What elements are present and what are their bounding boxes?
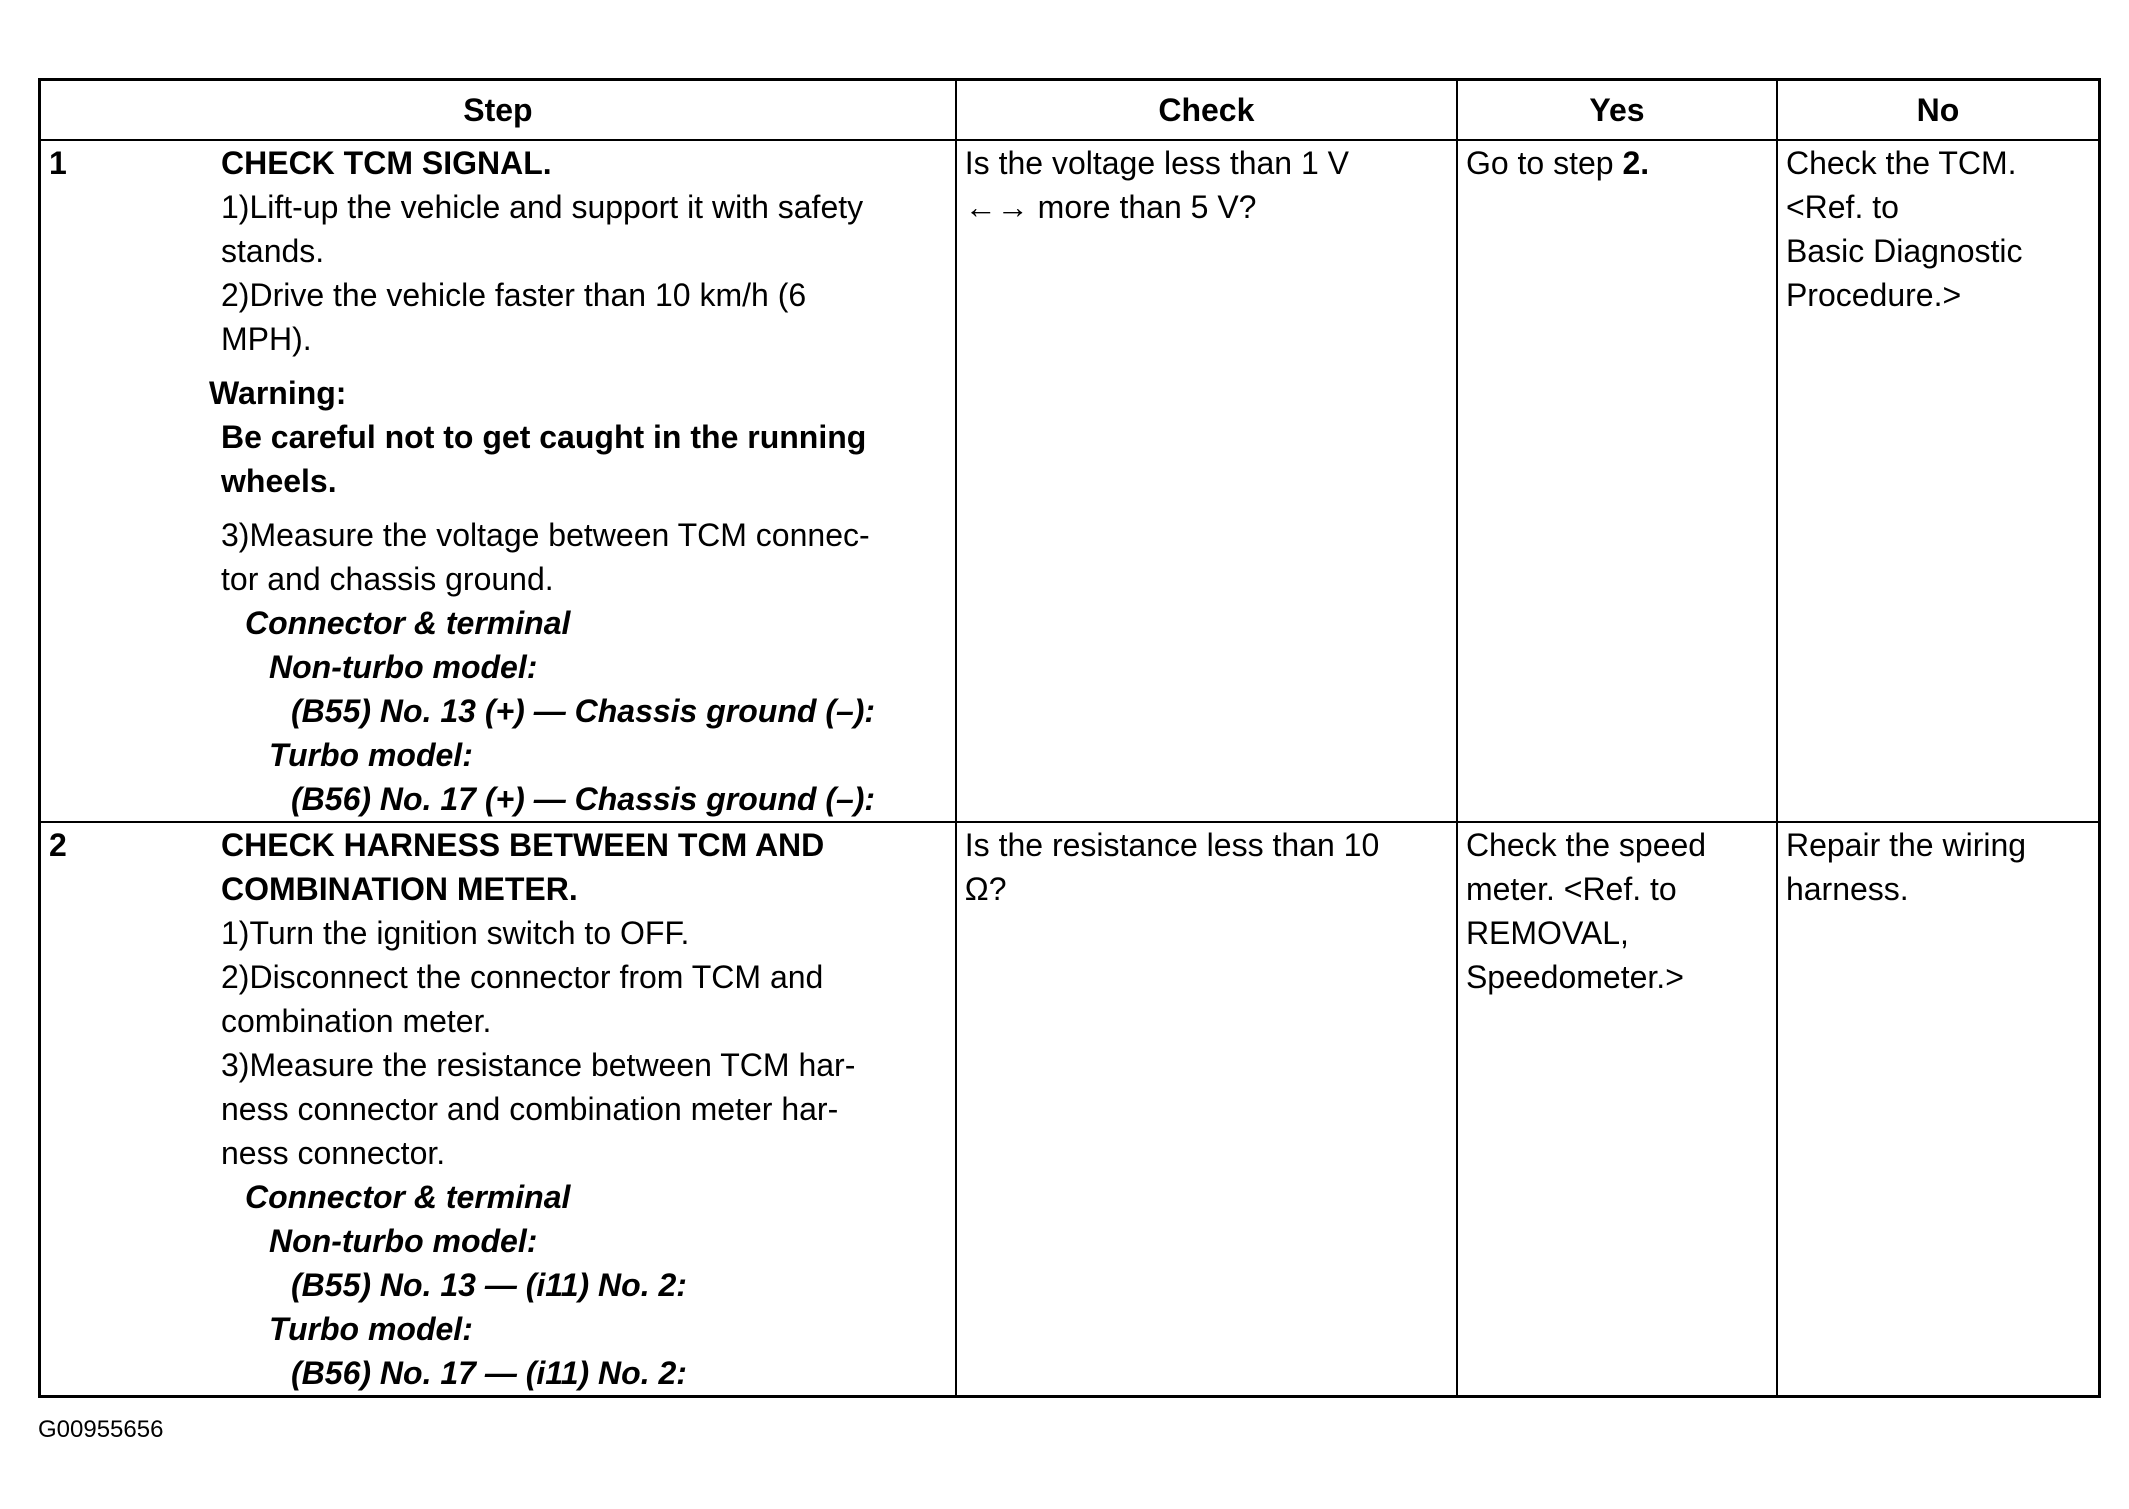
step-title: CHECK HARNESS BETWEEN TCM AND [221,827,825,863]
warning-label: Warning: [209,375,347,411]
step-line: stands. [221,233,325,269]
no-text: Procedure.> [1785,277,1962,313]
check-text: ←→ more than 5 V? [964,189,1257,225]
nonturbo-label: Non-turbo model: [269,1223,538,1259]
yes-cell [1457,140,1777,822]
no-text: <Ref. to [1785,189,1899,225]
nonturbo-value: (B55) No. 13 — (i11) No. 2: [291,1267,687,1303]
no-text: Repair the wiring [1785,827,2027,863]
warning-text: wheels. [221,463,337,499]
header-no: No [1777,80,2100,141]
step-line: combination meter. [221,1003,492,1039]
connector-label: Connector & terminal [245,1179,571,1215]
turbo-value: (B56) No. 17 (+) — Chassis ground (–): [291,781,876,817]
step-title: COMBINATION METER. [221,871,578,907]
document-id: G00955656 [38,1416,164,1443]
turbo-value: (B56) No. 17 — (i11) No. 2: [291,1355,687,1391]
step-line: MPH). [221,321,312,357]
no-cell [1777,140,2100,822]
diagnostic-table [38,78,2101,1398]
yes-cell [1457,822,1777,1397]
no-text: harness. [1785,871,1909,907]
header-check: Check [956,80,1457,141]
step-title: CHECK TCM SIGNAL. [221,145,552,181]
step-line: 3)Measure the resistance between TCM har- [221,1047,856,1083]
check-text: Is the resistance less than 10 [964,827,1380,863]
step-line: ness connector and combination meter har- [221,1091,839,1127]
step-line: tor and chassis ground. [221,561,554,597]
step-line: 1)Lift-up the vehicle and support it with safety [221,189,864,225]
step-line: 1)Turn the ignition switch to OFF. [221,915,690,951]
yes-text: Speedometer.> [1465,959,1684,995]
warning-text: Be careful not to get caught in the running [221,419,867,455]
yes-text: meter. <Ref. to [1465,871,1677,907]
check-text: Is the voltage less than 1 V [964,145,1350,181]
nonturbo-label: Non-turbo model: [269,649,538,685]
no-text: Check the TCM. [1785,145,2017,181]
turbo-label: Turbo model: [269,1311,473,1347]
yes-text: REMOVAL, [1465,915,1629,951]
check-cell [956,822,1457,1397]
yes-text: Check the speed [1465,827,1707,863]
table-row [40,822,2100,1397]
header-step: Step [40,80,956,141]
header-row [40,80,2100,141]
turbo-label: Turbo model: [269,737,473,773]
step-number: 1 [49,145,67,181]
step-cell [40,140,956,822]
step-line: ness connector. [221,1135,446,1171]
check-cell [956,140,1457,822]
header-yes: Yes [1457,80,1777,141]
table-row [40,140,2100,822]
yes-text: Go to step [1465,145,1623,181]
step-number: 2 [49,827,67,863]
no-text: Basic Diagnostic [1785,233,2023,269]
nonturbo-value: (B55) No. 13 (+) — Chassis ground (–): [291,693,876,729]
check-text: Ω? [964,871,1007,907]
step-cell [40,822,956,1397]
yes-step-ref: 2. [1622,145,1650,181]
no-cell [1777,822,2100,1397]
step-line: 3)Measure the voltage between TCM connec- [221,517,870,553]
step-line: 2)Drive the vehicle faster than 10 km/h (6 [221,277,807,313]
step-line: 2)Disconnect the connector from TCM and [221,959,824,995]
connector-label: Connector & terminal [245,605,571,641]
